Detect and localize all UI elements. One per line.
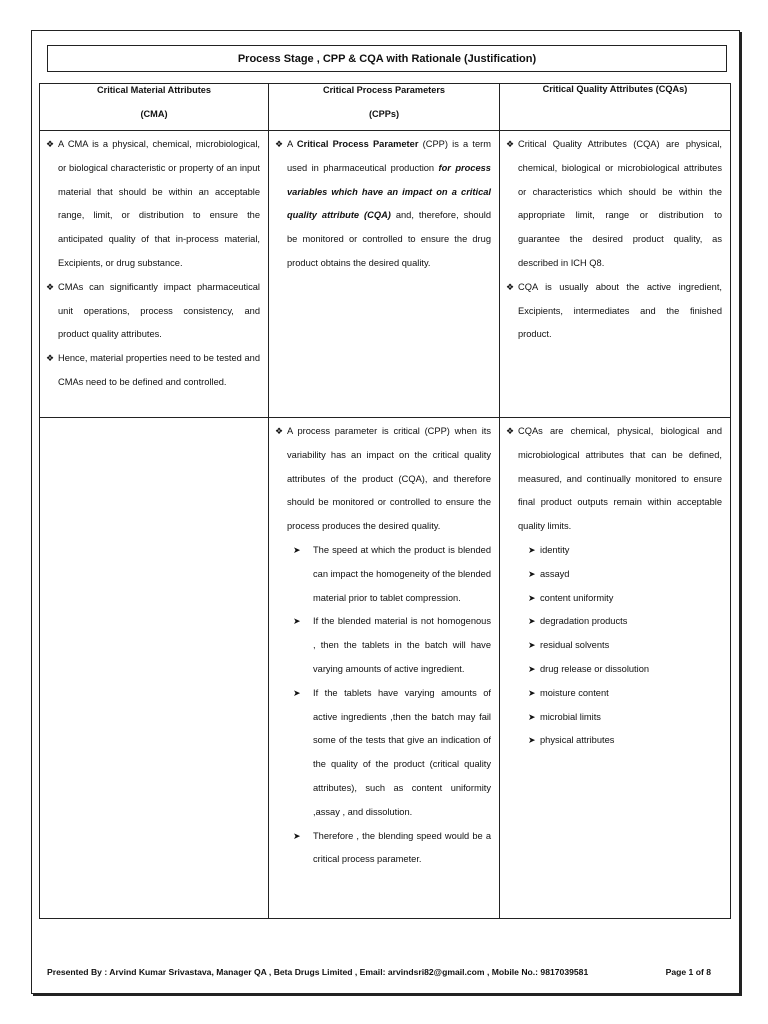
- header-cqa-line1: Critical Quality Attributes (CQAs): [542, 84, 688, 94]
- table-row: [40, 418, 731, 919]
- cpp-point-3: If the tablets have varying amounts of active ingredients ,then the batch may fail some of the tests that give an indication of the quality of the product (critical quality attributes), such as content uniformity ,assay , and dissolution.: [313, 687, 491, 817]
- page-number: Page 1 of 8: [665, 967, 711, 977]
- diamond-bullet-icon: ❖: [46, 139, 55, 149]
- arrow-bullet-icon: ➤: [293, 616, 301, 627]
- list-item: [275, 682, 491, 825]
- diamond-bullet-icon: ❖: [46, 281, 55, 292]
- list-item: [46, 133, 260, 276]
- table-header-row: [40, 84, 731, 131]
- cqa-item-content-uniformity: content uniformity: [540, 592, 614, 603]
- cqa-item-assay: assayd: [540, 568, 570, 579]
- header-cpp-line1: Critical Process Parameters: [322, 85, 446, 95]
- list-item: [506, 634, 722, 658]
- list-item: [506, 610, 722, 634]
- arrow-bullet-icon: ➤: [528, 663, 536, 674]
- cpp-prefix: A: [287, 139, 297, 149]
- cpp-point-1: The speed at which the product is blended can impact the homogeneity of the blended material prior to tablet compression.: [313, 544, 491, 603]
- cell-cqa-examples: [500, 418, 731, 919]
- list-item: [506, 729, 722, 753]
- page-footer: [47, 967, 711, 977]
- list-item: [506, 276, 722, 347]
- cpp-suffix: and, therefore, should be monitored or controlled to ensure the drug product obtains the desired quality.: [287, 210, 491, 268]
- arrow-bullet-icon: ➤: [293, 544, 301, 555]
- cqa-intro: CQAs are chemical, physical, biological and microbiological attributes that can be defined, measured, and continually monitored to ensure final product outputs remain within acceptable quality limits.: [518, 426, 722, 532]
- page-title-text: Process Stage , CPP & CQA with Rationale (Justification): [237, 52, 537, 65]
- cell-cma-empty: [40, 418, 269, 919]
- diamond-bullet-icon: ❖: [46, 353, 55, 364]
- list-item: [506, 420, 722, 539]
- cma-text-1: A CMA is a physical, chemical, microbiological, or biological characteristic or property of an input material that should be within an acceptable range, limit, or distribution to ensure the anticipated quality of that in-process material, Excipients, or drug substance.: [58, 139, 260, 268]
- cqa-text-1: Critical Quality Attributes (CQA) are physical, chemical, biological or microbiological attributes or characteristics which should be within the appropriate limit, range or distribution to guarantee the desired product quality, as described in ICH Q8.: [518, 139, 722, 268]
- cqa-item-physical: physical attributes: [540, 735, 615, 746]
- list-item: [275, 133, 491, 276]
- header-cpp-line2: (CPPs): [368, 109, 400, 119]
- cqa-item-microbial: microbial limits: [540, 711, 601, 722]
- cell-cpp-example: [269, 418, 500, 919]
- header-cma: [40, 84, 269, 131]
- diamond-bullet-icon: ❖: [506, 281, 515, 292]
- cqa-item-dissolution: drug release or dissolution: [540, 663, 650, 674]
- arrow-bullet-icon: ➤: [528, 568, 536, 579]
- cqa-item-residual-solvents: residual solvents: [540, 640, 610, 651]
- cpp-intro: A process parameter is critical (CPP) when its variability has an impact on the critical quality attributes of the product (CQA), and therefore should be monitored or controlled to ensure the process produces the desired quality.: [287, 426, 491, 532]
- list-item: [506, 539, 722, 563]
- cell-cpp-definition: [269, 131, 500, 418]
- list-item: [506, 563, 722, 587]
- arrow-bullet-icon: ➤: [293, 830, 301, 841]
- arrow-bullet-icon: ➤: [293, 687, 301, 698]
- header-cma-line2: (CMA): [140, 109, 168, 119]
- cpp-bold-term: Critical Process Parameter: [296, 139, 419, 149]
- list-item: [275, 825, 491, 873]
- header-cpp: [269, 84, 500, 131]
- header-cma-line1: Critical Material Attributes: [96, 85, 212, 95]
- list-item: [506, 587, 722, 611]
- list-item: [275, 539, 491, 610]
- cpp-point-4: Therefore , the blending speed would be a critical process parameter.: [313, 830, 491, 865]
- arrow-bullet-icon: ➤: [528, 544, 536, 555]
- header-cqa: [500, 84, 731, 131]
- arrow-bullet-icon: ➤: [528, 687, 536, 698]
- footer-presenter: Presented By : Arvind Kumar Srivastava, Manager QA , Beta Drugs Limited , Email: arvindsri82@gmail.com , Mobile No.: 9817039581: [47, 967, 589, 977]
- list-item: [46, 347, 260, 395]
- arrow-bullet-icon: ➤: [528, 592, 536, 603]
- diamond-bullet-icon: ❖: [506, 139, 515, 149]
- cpp-mid: (CPP) is a term used in pharmaceutical production: [287, 139, 491, 173]
- list-item: [275, 420, 491, 539]
- cpp-cqa-table: [39, 83, 731, 919]
- diamond-bullet-icon: ❖: [506, 426, 515, 436]
- arrow-bullet-icon: ➤: [528, 640, 536, 651]
- list-item: [506, 133, 722, 276]
- list-item: [506, 658, 722, 682]
- cell-cqa-definition: [500, 131, 731, 418]
- table-row: [40, 131, 731, 418]
- list-item: [506, 706, 722, 730]
- list-item: [46, 276, 260, 347]
- list-item: [506, 682, 722, 706]
- arrow-bullet-icon: ➤: [528, 711, 536, 722]
- list-item: [275, 610, 491, 681]
- cqa-item-degradation: degradation products: [540, 616, 628, 627]
- cpp-point-2: If the blended material is not homogenous , then the tablets in the batch will have varying amounts of active ingredient.: [313, 616, 491, 674]
- page-title: [47, 45, 727, 72]
- cqa-item-identity: identity: [540, 544, 570, 555]
- cma-text-2: CMAs can significantly impact pharmaceutical unit operations, process consistency, and product quality attributes.: [58, 281, 260, 340]
- diamond-bullet-icon: ❖: [275, 426, 284, 436]
- cqa-item-moisture: moisture content: [540, 687, 609, 698]
- cpp-italic: for process variables which have an impact on a critical quality attribute (CQA): [287, 162, 491, 221]
- cma-text-3: Hence, material properties need to be tested and CMAs need to be defined and controlled.: [58, 353, 260, 387]
- diamond-bullet-icon: ❖: [275, 139, 284, 149]
- cqa-text-2: CQA is usually about the active ingredient, Excipients, intermediates and the finished product.: [518, 281, 722, 340]
- arrow-bullet-icon: ➤: [528, 735, 536, 746]
- arrow-bullet-icon: ➤: [528, 616, 536, 627]
- cell-cma-definition: [40, 131, 269, 418]
